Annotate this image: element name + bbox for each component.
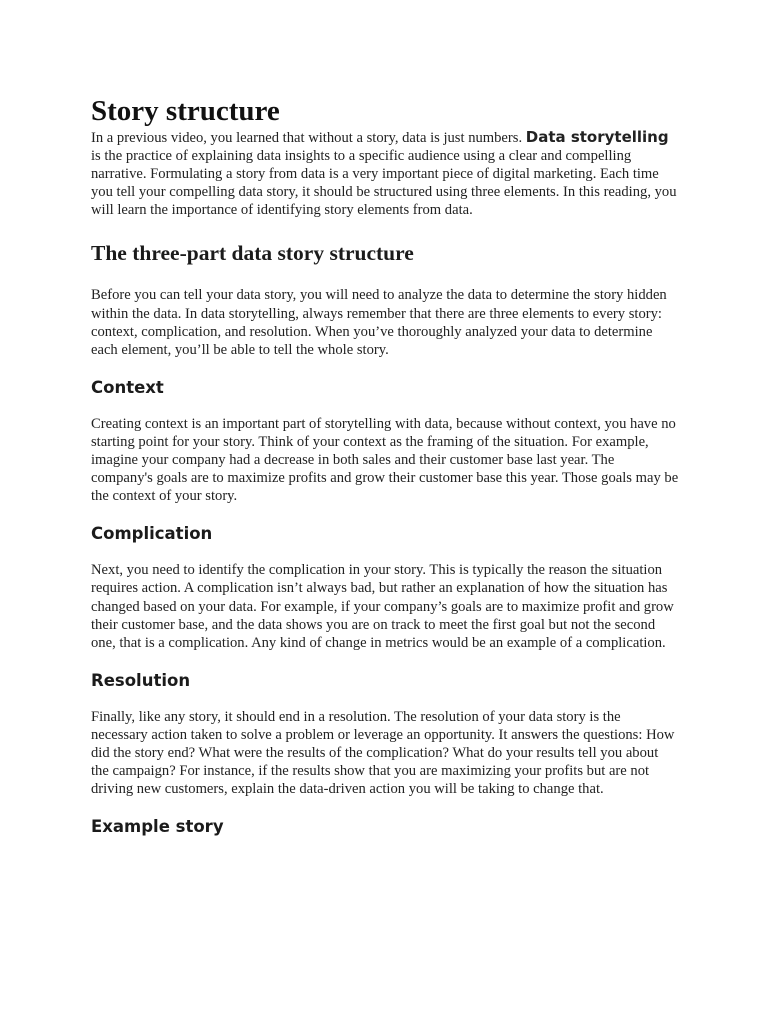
- intro-text-before: In a previous video, you learned that without a story, data is just numbers.: [91, 130, 526, 146]
- section-body-context: Creating context is an important part of storytelling with data, because without context, you have no starting point for your story. Think of your context as the framing of the situation. For example, imagine your company had a decrease in both sales and their customer base last year. The company's goals are to maximize profits and grow their customer base this year. Those goals may be the context of your story.: [91, 415, 679, 505]
- section-heading-structure: The three-part data story structure: [91, 241, 414, 266]
- document-content: [91, 94, 679, 837]
- intro-text-after: is the practice of explaining data insights to a specific audience using a clear and compelling narrative. Formulating a story from data is a very important piece of digital marketing. Each time you tell your compelling data story, it should be structured using three elements. In this reading, you will learn the importance of identifying story elements from data.: [91, 148, 677, 219]
- section-body-structure: Before you can tell your data story, you will need to analyze the data to determine the story hidden within the data. In data storytelling, always remember that there are three elements to every story: context, complication, and resolution. When you’ve thoroughly analyzed your data to determine each element, you’ll be able to tell the whole story.: [91, 287, 667, 358]
- section-body-complication: Next, you need to identify the complication in your story. This is typically the reason the situation requires action. A complication isn’t always bad, but rather an explanation of how the situation has changed based on your data. For example, if your company’s goals are to maximize profit and grow their customer base, and the data shows you are on track to meet the first goal but not the second one, that is a complication. Any kind of change in metrics would be an example of a complication.: [91, 562, 674, 651]
- section-heading-example: Example story: [91, 817, 224, 837]
- section-heading-complication: Complication: [91, 524, 213, 544]
- intro-term: Data storytelling: [525, 128, 669, 146]
- section-heading-resolution: Resolution: [91, 670, 191, 690]
- section-body-resolution: Finally, like any story, it should end in a resolution. The resolution of your data story is the necessary action taken to solve a problem or leverage an opportunity. It answers the questions: How did the story end? What were the results of the complication? What do your results tell you about the campaign? For instance, if the results show that you are maximizing your profits but are not driving new customers, explain the data-driven action you will be taking to change that.: [91, 708, 675, 798]
- intro-paragraph: [91, 128, 679, 219]
- page-title: Story structure: [91, 95, 280, 127]
- section-heading-context: Context: [91, 377, 164, 397]
